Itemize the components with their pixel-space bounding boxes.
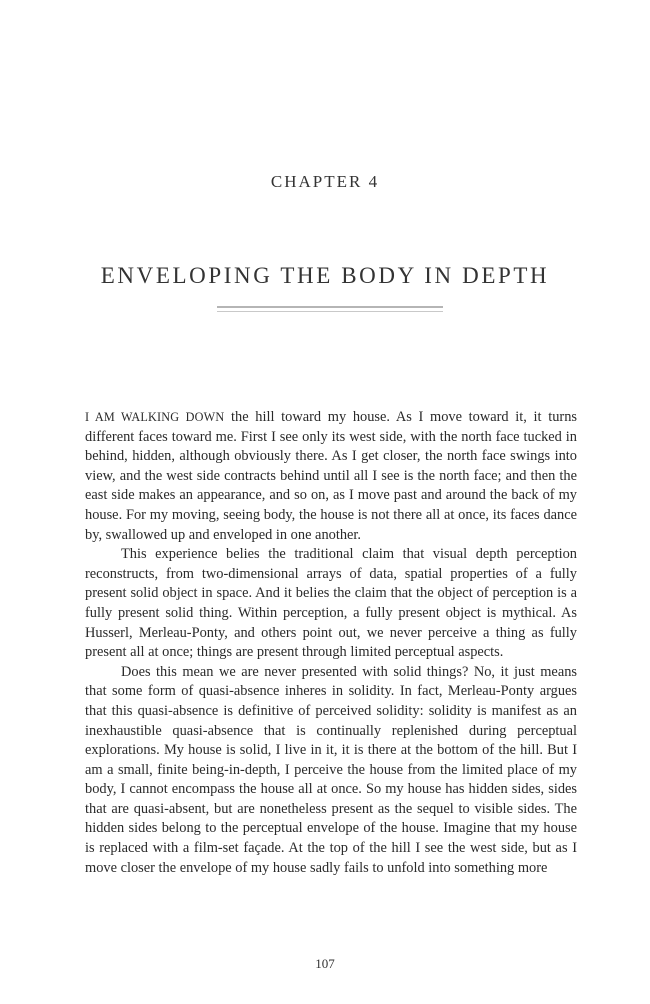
- body-text: [85, 408, 577, 878]
- paragraph-3: Does this mean we are never presented with solid things? No, it just means that some form of quasi-absence inheres in solidity. In fact, Merleau-Ponty argues that this quasi-absence is definitive of perceived solidity: solidity is manifest as an inexhaustible quasi-absence that is continually replenished during perceptual explorations. My house is solid, I live in it, it is there at the bottom of the hill. But I am a small, finite being-in-depth, I perceive the house from the limited place of my body, I cannot encompass the house all at once. So my house has hidden sides, sides that are quasi-absent, but are nonetheless present as the sequel to visible sides. The hidden sides belong to the perceptual envelope of the house. Imagine that my house is replaced with a film-set façade. At the top of the hill I see the west side, but as I move closer the envelope of my house sadly fails to unfold into something more: [85, 663, 577, 876]
- chapter-label: CHAPTER 4: [270, 172, 380, 191]
- paragraph-2: This experience belies the traditional claim that visual depth perception reconstructs, from two-dimensional arrays of data, spatial properties of a fully present solid object in space. And it belies the claim that the object of perception is a fully present solid thing. Within perception, a fully present object is mythical. As Husserl, Merleau-Ponty, and others point out, we never perceive a thing as fully present all at once; things are present through limited perceptual aspects.: [85, 546, 577, 661]
- title-rule: [217, 306, 443, 312]
- chapter-title: ENVELOPING THE BODY IN DEPTH: [100, 263, 550, 288]
- paragraph-1: [85, 408, 577, 545]
- opening-smallcaps: I AM WALKING DOWN: [85, 410, 225, 424]
- paragraph-1-text: the hill toward my house. As I move toward it, it turns different faces toward me. First I see only its west side, with the north face tucked in behind, hidden, although obviously there. As I get closer, the north face swings into view, and the west side contracts behind until all I see is the north face; and then the east side makes an appearance, and so on, as I move past and around the back of my house. For my moving, seeing body, the house is not there all at once, its faces dance by, swallowed up and enveloped in one another.: [85, 409, 577, 543]
- page-number: 107: [315, 956, 335, 971]
